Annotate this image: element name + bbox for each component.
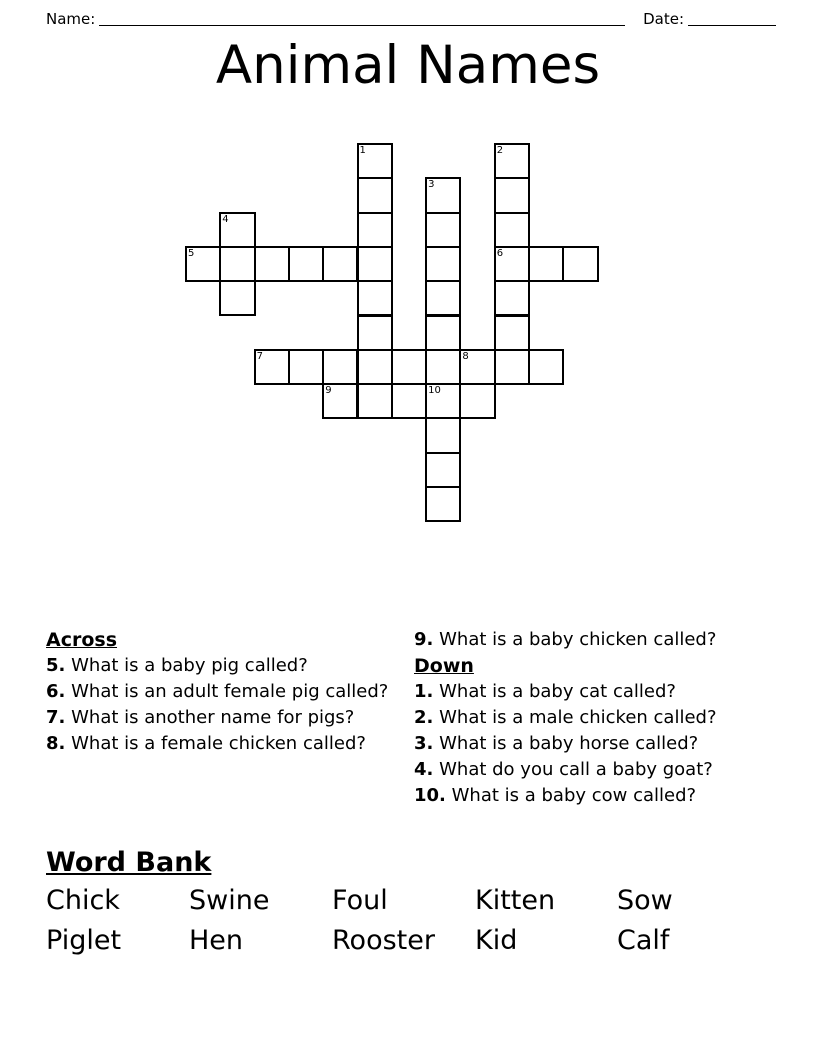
crossword-cell[interactable] (494, 246, 530, 282)
crossword-cell[interactable] (528, 349, 564, 385)
crossword-cell[interactable] (357, 349, 393, 385)
crossword-cell[interactable] (357, 383, 393, 419)
word-bank-section (46, 846, 770, 960)
crossword-cell[interactable] (494, 143, 530, 179)
clue-across-5 (46, 654, 408, 677)
word-bank-word: Hen (189, 925, 244, 956)
clue-number: 10. (414, 785, 446, 806)
crossword-cell[interactable] (425, 246, 461, 282)
crossword-cell[interactable] (425, 315, 461, 351)
clue-number: 6. (46, 681, 66, 702)
crossword-cell[interactable] (494, 315, 530, 351)
crossword-cell[interactable] (562, 246, 598, 282)
crossword-cell-number: 6 (496, 247, 504, 259)
name-label: Name: (46, 10, 96, 28)
clue-number: 4. (414, 759, 434, 780)
crossword-cell[interactable] (528, 246, 564, 282)
clue-across-7 (46, 706, 408, 729)
crossword-cell[interactable] (494, 349, 530, 385)
word-bank-word: Piglet (46, 925, 122, 956)
crossword-cell-number: 5 (188, 247, 195, 259)
crossword-cell[interactable] (357, 280, 393, 316)
crossword-cell[interactable] (425, 417, 461, 453)
clue-text: What is a baby pig called? (71, 655, 308, 676)
clues-section (46, 628, 770, 810)
clue-text: What is a female chicken called? (71, 733, 366, 754)
crossword-cell[interactable] (219, 246, 255, 282)
clue-text: What is a baby chicken called? (439, 629, 717, 650)
crossword-cell[interactable] (254, 246, 290, 282)
clue-number: 5. (46, 655, 66, 676)
word-bank-word: Kitten (475, 885, 556, 916)
date-label: Date: (643, 10, 684, 28)
crossword-cell-number: 9 (325, 385, 332, 397)
clues-column-right (408, 628, 770, 810)
clue-text: What is a baby cow called? (451, 785, 697, 806)
clue-across-8 (46, 732, 408, 755)
word-bank-word: Chick (46, 885, 120, 916)
crossword-cell[interactable] (254, 349, 290, 385)
word-bank-list (46, 882, 770, 960)
clue-number: 1. (414, 681, 434, 702)
crossword-cell[interactable] (219, 212, 255, 248)
crossword-cell-number: 10 (428, 385, 441, 397)
clue-down-2 (414, 706, 770, 729)
crossword-cell-number: 4 (222, 213, 229, 225)
clue-text: What do you call a baby goat? (439, 759, 713, 780)
clue-across-9 (414, 628, 770, 651)
crossword-cell[interactable] (494, 177, 530, 213)
crossword-cell-number: 2 (496, 145, 504, 156)
clue-text: What is another name for pigs? (71, 707, 355, 728)
crossword-cell[interactable] (322, 383, 358, 419)
clue-down-1 (414, 680, 770, 703)
word-bank-word: Calf (617, 925, 670, 956)
crossword-cell[interactable] (219, 280, 255, 316)
crossword-cell[interactable] (391, 383, 427, 419)
crossword-cell[interactable] (357, 315, 393, 351)
clue-number: 2. (414, 707, 434, 728)
crossword-cell[interactable] (425, 177, 461, 213)
clue-down-4 (414, 758, 770, 781)
crossword-cell[interactable] (459, 349, 495, 385)
word-bank-word: Foul (332, 885, 388, 916)
crossword-cell-number: 7 (256, 350, 263, 362)
crossword-cell-number: 1 (359, 145, 366, 156)
crossword-cell[interactable] (357, 177, 393, 213)
word-bank-word: Kid (475, 925, 518, 956)
clue-across-6 (46, 680, 408, 703)
clue-number: 7. (46, 707, 66, 728)
clue-number: 9. (414, 629, 434, 650)
clue-number: 3. (414, 733, 434, 754)
crossword-cell[interactable] (357, 246, 393, 282)
page-title: Animal Names (215, 35, 601, 96)
clue-down-10 (414, 784, 770, 807)
crossword-cell-number: 3 (428, 179, 435, 191)
clue-text: What is a baby horse called? (439, 733, 699, 754)
crossword-cell[interactable] (425, 212, 461, 248)
crossword-cell[interactable] (425, 452, 461, 488)
across-heading: Across (46, 629, 118, 651)
crossword-cell[interactable] (288, 349, 324, 385)
crossword-cell[interactable] (425, 486, 461, 522)
crossword-cell[interactable] (185, 246, 221, 282)
crossword-cell[interactable] (494, 280, 530, 316)
clue-text: What is an adult female pig called? (71, 681, 389, 702)
crossword-cell-number: 8 (462, 350, 469, 362)
crossword-cell[interactable] (494, 212, 530, 248)
crossword-cell[interactable] (425, 280, 461, 316)
crossword-cell[interactable] (357, 143, 393, 179)
word-bank-title: Word Bank (46, 847, 212, 878)
crossword-cell[interactable] (322, 349, 358, 385)
crossword-cell[interactable] (288, 246, 324, 282)
crossword-cell[interactable] (459, 383, 495, 419)
clues-column-left (46, 628, 408, 758)
clue-text: What is a male chicken called? (439, 707, 717, 728)
crossword-cell[interactable] (391, 349, 427, 385)
clue-number: 8. (46, 733, 66, 754)
clue-down-3 (414, 732, 770, 755)
down-heading: Down (414, 655, 474, 677)
crossword-cell[interactable] (357, 212, 393, 248)
word-bank-word: Swine (189, 885, 270, 916)
word-bank-word: Sow (617, 885, 673, 916)
crossword-cell[interactable] (425, 383, 461, 419)
clue-text: What is a baby cat called? (439, 681, 676, 702)
crossword-cell[interactable] (322, 246, 358, 282)
word-bank-word: Rooster (332, 925, 435, 956)
